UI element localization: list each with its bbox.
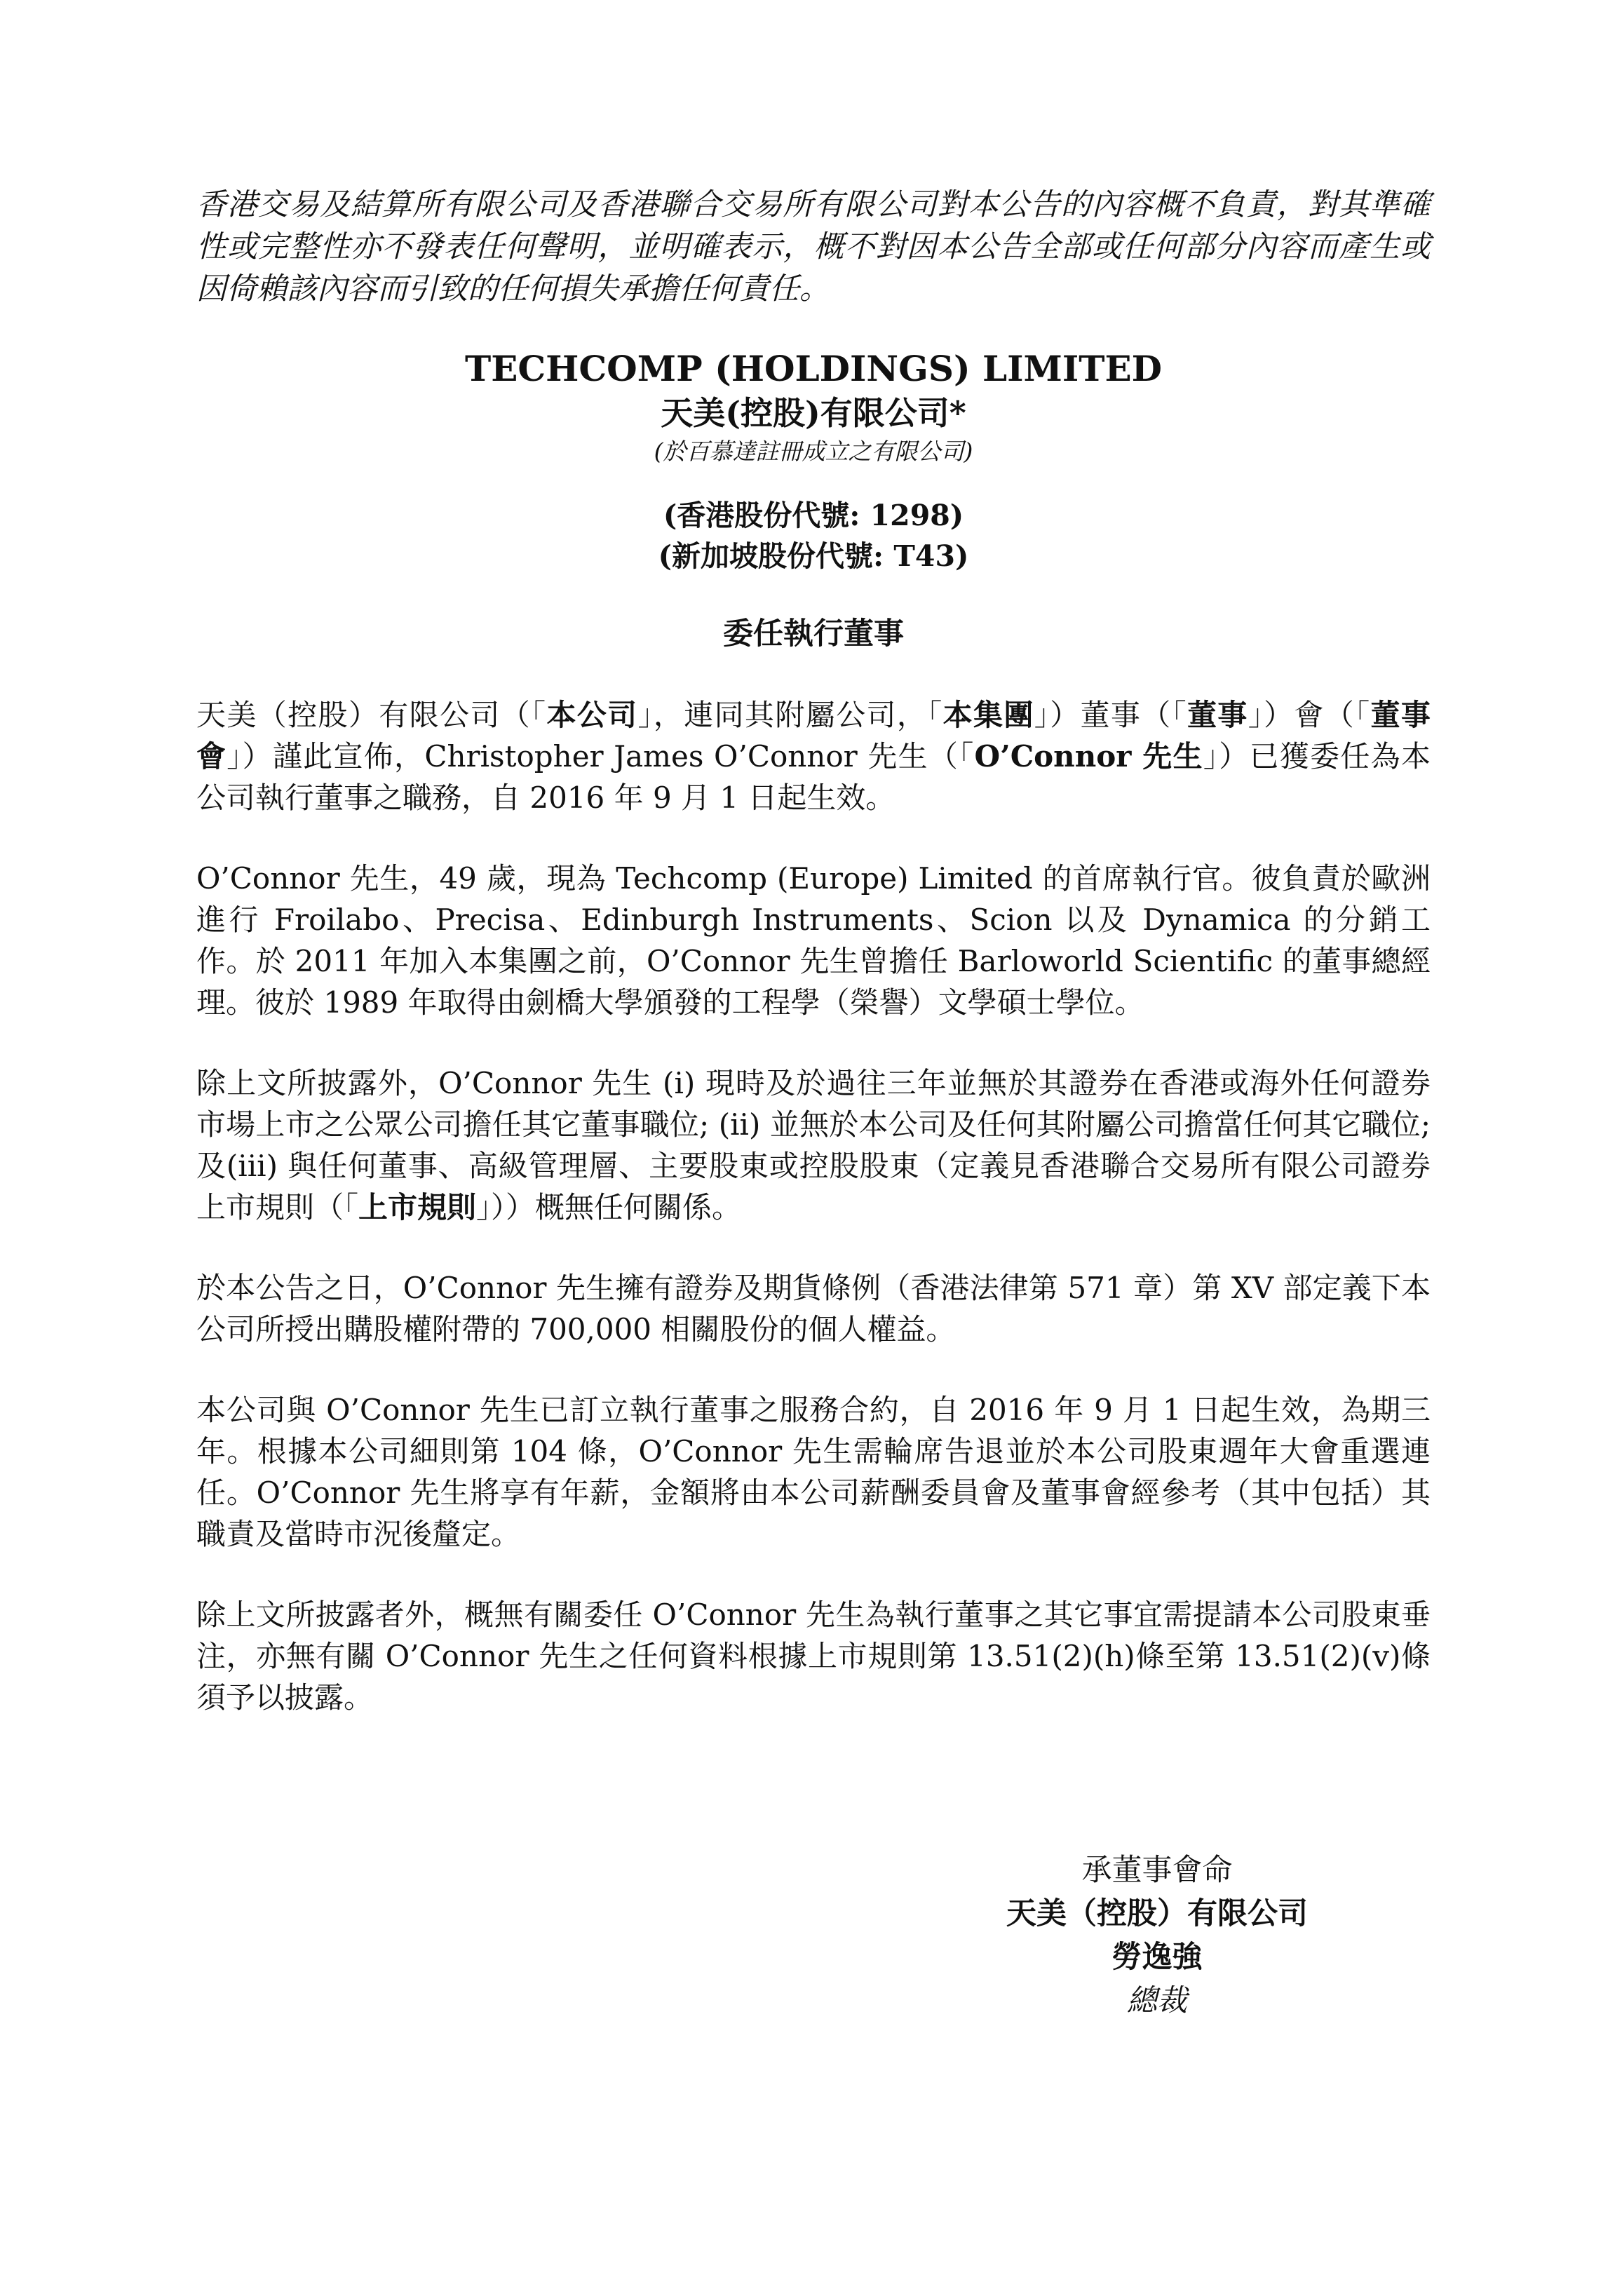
- signature-by-order: 承董事會命: [1081, 1853, 1233, 1888]
- paragraph-other-matters: 除上文所披露者外，概無有關委任 O’Connor 先生為執行董事之其它事宜需提請本公司股東垂注，亦無有關 O’Connor 先生之任何資料根據上市規則第 13.51(2)(h)條至第 13.51(2)(v)條須予以披露。: [196, 1598, 1431, 1715]
- text-run: 」））概無任何關係。: [476, 1190, 742, 1224]
- defined-term-company: 本公司: [546, 698, 638, 732]
- defined-term-board: 董事會: [196, 698, 1431, 774]
- signature-position: 總裁: [1127, 1983, 1187, 2018]
- text-run: 除上文所披露外，O’Connor 先生 (i) 現時及於過往三年並無於其證券在香港或海外任何證券市場上市之公眾公司擔任其它董事職位; (ii) 並無於本公司及任何其附屬公司擔當任何其它職位; 及(iii) 與任何董事、高級管理層、主要股東或控股股東（定義見香港聯合交易所有限公司證券上市規則（「: [196, 1066, 1431, 1224]
- text-run: 」）已獲委任為本公司執行董事之職務，自 2016 年 9 月 1 日起生效。: [196, 739, 1431, 815]
- stock-code-hk: (香港股份代號: 1298): [663, 499, 964, 532]
- company-header: [196, 346, 1431, 655]
- announcement-title: 委任執行董事: [723, 616, 904, 651]
- stock-codes: [196, 495, 1431, 576]
- defined-term-group: 本集團: [942, 698, 1034, 732]
- signature-name: 勞逸強: [1111, 1940, 1203, 1975]
- defined-term-directors: 董事: [1187, 698, 1248, 732]
- text-run: 」）會（「: [1248, 698, 1371, 732]
- incorporation-note: (於百慕達註冊成立之有限公司): [654, 438, 973, 465]
- text-run: 天美（控股）有限公司（「: [196, 698, 547, 732]
- company-name-chinese: 天美(控股)有限公司*: [661, 394, 966, 432]
- announcement-body: [196, 184, 1431, 1718]
- defined-term-oconnor: O’Connor 先生: [974, 739, 1203, 774]
- paragraph-interests: 於本公告之日，O’Connor 先生擁有證券及期貨條例（香港法律第 571 章）第 XV 部定義下本公司所授出購股權附帶的 700,000 相關股份的個人權益。: [196, 1271, 1431, 1346]
- signature-company: 天美（控股）有限公司: [1006, 1896, 1308, 1931]
- text-run: 」）董事（「: [1034, 698, 1187, 732]
- defined-term-listing-rules: 上市規則: [358, 1190, 477, 1224]
- company-name-english: TECHCOMP (HOLDINGS) LIMITED: [465, 348, 1162, 389]
- paragraph-biography: O’Connor 先生，49 歲，現為 Techcomp (Europe) Limited 的首席執行官。彼負責於歐洲進行 Froilabo、Precisa、Edinburgh Instruments、Scion 以及 Dynamica 的分銷工作。於 2011 年加入本集團之前，O’Connor 先生曾擔任 Barloworld Scientific 的董事總經理。彼於 1989 年取得由劍橋大學頒發的工程學（榮譽）文學碩士學位。: [196, 861, 1431, 1020]
- paragraph-appointment: [196, 694, 1431, 818]
- hkex-disclaimer: 香港交易及結算所有限公司及香港聯合交易所有限公司對本公告的內容概不負責，對其準確性或完整性亦不發表任何聲明，並明確表示，概不對因本公告全部或任何部分內容而產生或因倚賴該內容而引致的任何損失承擔任何責任。: [196, 187, 1431, 306]
- text-run: 」）謹此宣佈，Christopher James O’Connor 先生（「: [227, 739, 975, 774]
- text-run: 」，連同其附屬公司，「: [637, 698, 943, 732]
- signature-block: [898, 1849, 1417, 2022]
- paragraph-disclosure: [196, 1062, 1431, 1228]
- stock-code-sg: (新加坡股份代號: T43): [658, 539, 969, 573]
- paragraph-service-contract: 本公司與 O’Connor 先生已訂立執行董事之服務合約，自 2016 年 9 月 1 日起生效，為期三年。根據本公司細則第 104 條，O’Connor 先生需輪席告退並於本公司股東週年大會重選連任。O’Connor 先生將享有年薪，金額將由本公司薪酬委員會及董事會經參考（其中包括）其職責及當時市況後釐定。: [196, 1393, 1431, 1551]
